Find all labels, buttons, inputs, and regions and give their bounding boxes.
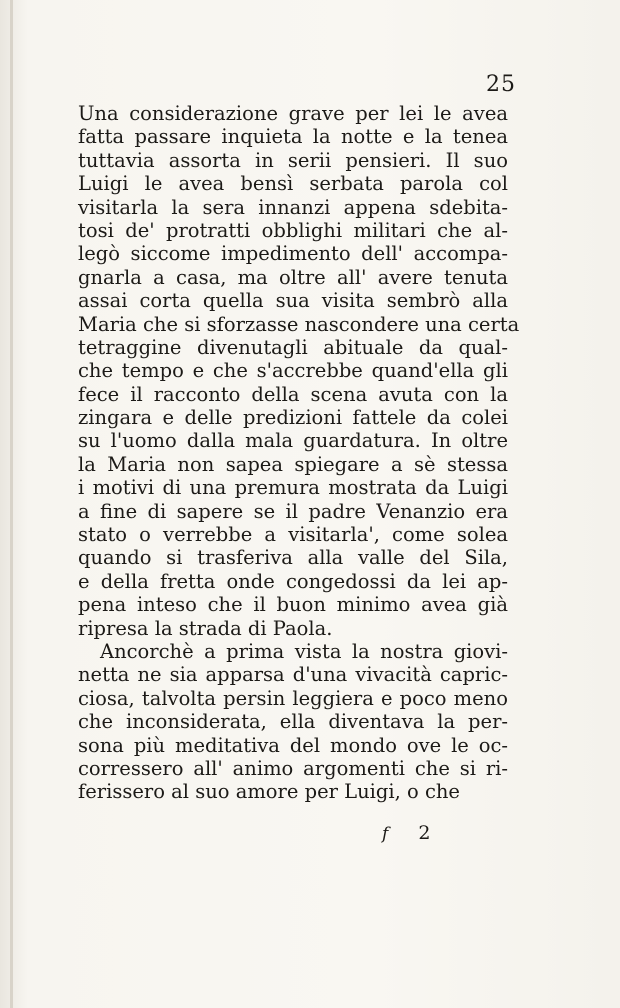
page-spine-shadow	[10, 0, 13, 1008]
text-line: visitarla la sera innanzi appena sdebita-	[78, 195, 508, 219]
text-line: stato o verrebbe a visitarla', come solea	[78, 523, 508, 547]
text-line: Luigi le avea bensì serbata parola col	[78, 172, 508, 196]
text-line: su l'uomo dalla mala guardatura. In oltre	[78, 429, 508, 453]
text-line: che inconsiderata, ella diventava la per-	[78, 710, 508, 734]
text-line: tetraggine divenutagli abituale da qual-	[78, 335, 508, 359]
signature-mark: f	[382, 824, 389, 844]
text-line: che tempo e che s'accrebbe quand'ella gli	[78, 359, 508, 383]
text-line: Maria che si sforzasse nascondere una certa	[78, 312, 520, 336]
text-line: e della fretta onde congedossi da lei ap-	[78, 569, 508, 593]
text-line: Ancorchè a prima vista la nostra giovi-	[100, 639, 508, 663]
text-line: ciosa, talvolta persin leggiera e poco meno	[78, 686, 508, 710]
paragraph	[78, 102, 520, 640]
text-line: a fine di sapere se il padre Venanzio era	[78, 499, 508, 523]
text-line: Una considerazione grave per lei le avea	[78, 102, 508, 125]
text-line: netta ne sia apparsa d'una vivacità capric-	[78, 663, 508, 687]
text-line: fatta passare inquieta la notte e la tenea	[78, 125, 508, 149]
paragraph	[78, 640, 508, 804]
text-line: quando si trasferiva alla valle del Sila,	[78, 546, 508, 570]
signature-number: 2	[418, 822, 431, 844]
text-line: fece il racconto della scena avuta con la	[78, 382, 508, 406]
text-line: corressero all' animo argomenti che si ri-	[78, 756, 508, 780]
page-number: 25	[486, 72, 516, 97]
text-line: ripresa la strada di Paola.	[78, 616, 333, 640]
body-text	[78, 102, 520, 804]
text-line: gnarla a casa, ma oltre all' avere tenuta	[78, 265, 508, 289]
text-line: sona più meditativa del mondo ove le oc-	[78, 733, 508, 757]
text-line: tosi de' protratti obblighi militari che al-	[78, 218, 508, 242]
text-line: zingara e delle predizioni fattele da colei	[78, 406, 508, 430]
text-line: pena inteso che il buon minimo avea già	[78, 593, 508, 617]
text-line: ferissero al suo amore per Luigi, o che	[78, 780, 460, 804]
text-line: tuttavia assorta in serii pensieri. Il suo	[78, 148, 508, 172]
text-line: i motivi di una premura mostrata da Luigi	[78, 476, 508, 500]
text-line: assai corta quella sua visita sembrò alla	[78, 289, 508, 313]
text-line: legò siccome impedimento dell' accompa-	[78, 242, 508, 266]
text-line: la Maria non sapea spiegare a sè stessa	[78, 452, 508, 476]
printer-signature	[382, 822, 430, 844]
